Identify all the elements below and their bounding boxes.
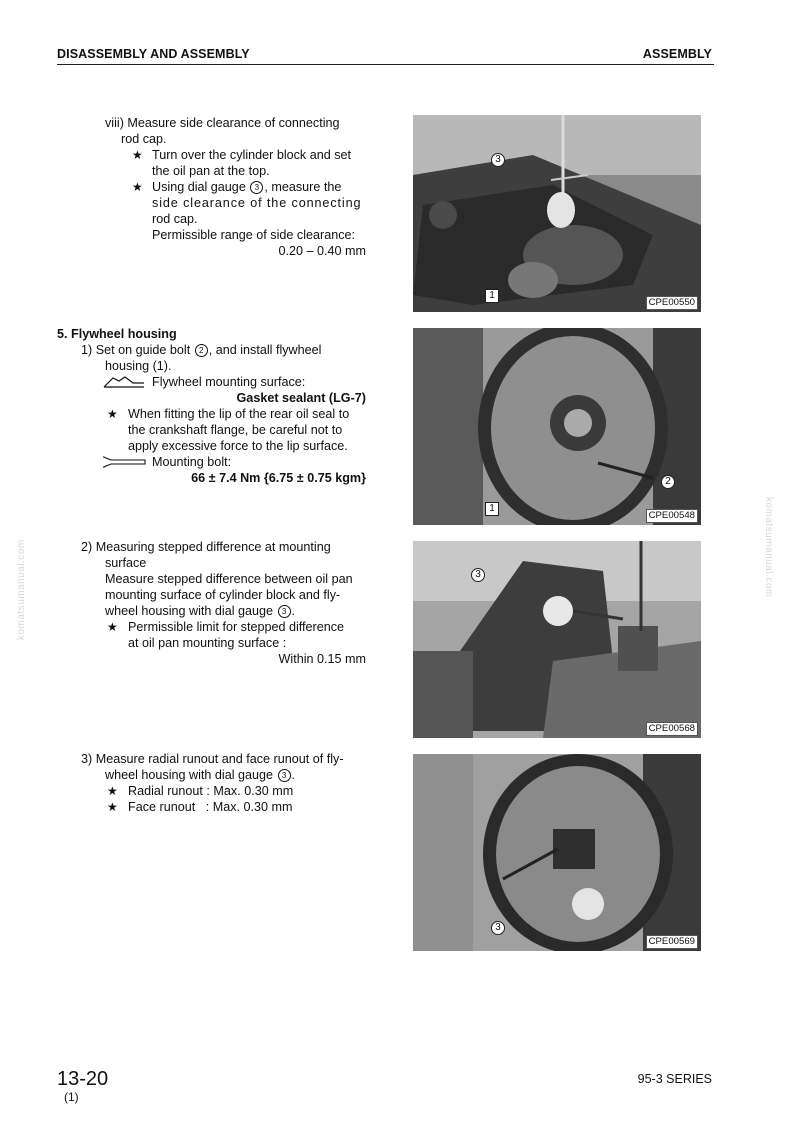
note-text: at oil pan mounting surface :	[128, 636, 287, 650]
sealant-value: Gasket sealant (LG-7)	[236, 391, 366, 405]
revision-number: (1)	[64, 1090, 79, 1104]
step-2-block	[57, 539, 366, 667]
photo-runout-measurement	[413, 754, 701, 951]
step-2-text: wheel housing with dial gauge 3 .	[105, 604, 296, 618]
step-2-text: Measure stepped difference between oil pan	[105, 572, 353, 586]
photo-callout-3: 3	[471, 568, 485, 582]
note-text: Permissible limit for stepped difference	[128, 620, 345, 634]
header-rule	[57, 64, 714, 65]
photo-callout-2: 2	[661, 475, 675, 489]
photo-code: CPE00548	[646, 509, 698, 523]
section5-block	[57, 326, 366, 486]
permissible-label: Permissible range of side clearance:	[152, 228, 356, 242]
step-viii-block	[105, 115, 366, 259]
photo-stepped-difference	[413, 541, 701, 738]
header-left: DISASSEMBLY AND ASSEMBLY	[57, 47, 250, 61]
step-2-heading: 2) Measuring stepped difference at mounting	[81, 540, 331, 554]
part-number-badge: 3	[278, 605, 291, 618]
star-icon: ★	[107, 784, 118, 798]
series-label: 95-3 SERIES	[637, 1072, 712, 1086]
note-text: Using dial gauge 3 , measure the	[152, 180, 342, 194]
face-runout-value: Face runout : Max. 0.30 mm	[128, 800, 293, 814]
watermark-left: komatsumanual.com	[16, 539, 27, 640]
star-icon: ★	[107, 800, 118, 814]
section-title: 5. Flywheel housing	[57, 327, 177, 341]
header-right: ASSEMBLY	[642, 47, 712, 61]
note-text: rod cap.	[152, 212, 198, 226]
clearance-range-value: 0.20 – 0.40 mm	[278, 244, 366, 258]
step-2-heading-cont: surface	[105, 556, 147, 570]
photo-callout-3: 3	[491, 153, 505, 167]
note-text: side clearance of the connecting	[152, 196, 362, 210]
step-1-text-cont: housing (1).	[105, 359, 172, 373]
surface-label: Flywheel mounting surface:	[152, 375, 306, 389]
photo-callout-1: 1	[485, 289, 499, 303]
star-icon: ★	[132, 180, 143, 194]
photo-flywheel-housing-install	[413, 328, 701, 525]
radial-runout-value: Radial runout : Max. 0.30 mm	[128, 784, 294, 798]
step-2-text: mounting surface of cylinder block and fly-	[105, 588, 341, 602]
star-icon: ★	[107, 407, 118, 421]
photo-code: CPE00550	[646, 296, 698, 310]
step-3-heading: 3) Measure radial runout and face runout of fly-	[81, 752, 344, 766]
photo-code: CPE00569	[646, 935, 698, 949]
step-2-limit-value: Within 0.15 mm	[278, 652, 366, 666]
torque-value: 66 ± 7.4 Nm {6.75 ± 0.75 kgm}	[191, 471, 366, 485]
star-icon: ★	[107, 620, 118, 634]
photo-callout-3: 3	[491, 921, 505, 935]
note-text: the oil pan at the top.	[152, 164, 270, 178]
photo-code: CPE00568	[646, 722, 698, 736]
bolt-label: Mounting bolt:	[152, 455, 232, 469]
note-text: Turn over the cylinder block and set	[152, 148, 352, 162]
step-1-text: 1) Set on guide bolt 2 , and install flywheel	[81, 343, 322, 357]
step-3-heading-cont: wheel housing with dial gauge 3 .	[105, 768, 296, 782]
watermark-right: komatsumanual.com	[763, 497, 774, 598]
star-icon: ★	[132, 148, 143, 162]
photo-rod-cap-clearance	[413, 115, 701, 312]
step-viii-heading-cont: rod cap.	[121, 132, 167, 146]
photo-callout-1: 1	[485, 502, 499, 516]
part-number-badge: 3	[278, 769, 291, 782]
step-viii-heading: viii) Measure side clearance of connecting	[105, 116, 340, 130]
note-text: When fitting the lip of the rear oil seal to	[128, 407, 350, 421]
part-number-badge: 2	[195, 344, 208, 357]
part-number-badge: 3	[250, 181, 263, 194]
page-number: 13-20	[57, 1068, 109, 1090]
step-3-block	[57, 751, 366, 815]
note-text: apply excessive force to the lip surface.	[128, 439, 348, 453]
note-text: the crankshaft flange, be careful not to	[128, 423, 343, 437]
